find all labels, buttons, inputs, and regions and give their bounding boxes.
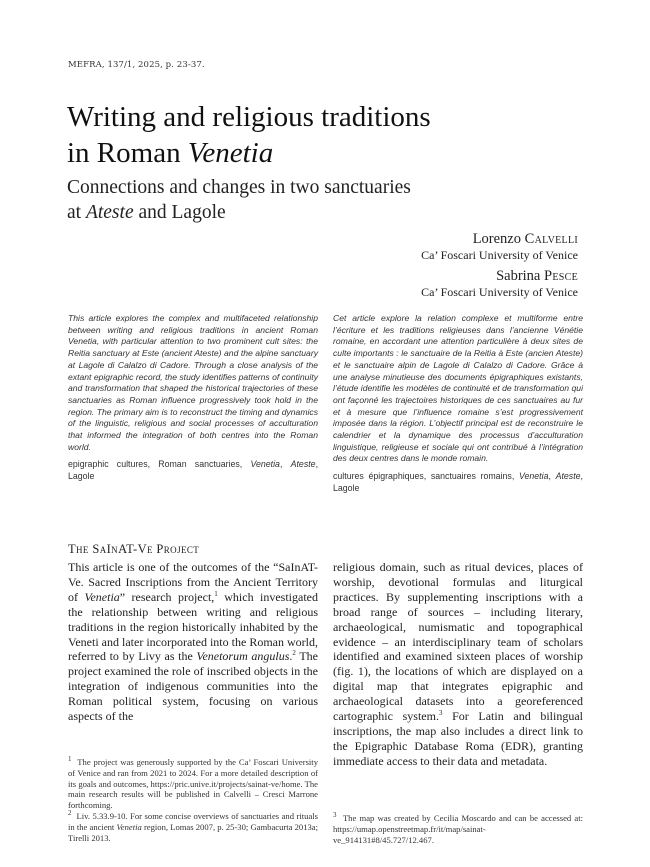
body-text: which investigated the relationship between writing and religious traditions in the region historically inhabited by the Veneti and later incorporated into the Roman world, referred to by Livy as the	[68, 589, 319, 664]
body-italic: Venetorum angulus	[196, 649, 290, 664]
footnotes-left	[68, 757, 318, 843]
body-column-left	[68, 560, 318, 724]
title-text: in Roman	[67, 137, 188, 169]
footnote-number: 2	[68, 809, 72, 818]
abstract-french-text: Cet article explore la relation complexe et multiforme entre l’écriture et les traditions religieuses dans l’ancienne Vénétie romaine, en accordant une attention particulière à deux sites de culte importants : le sanctuaire de la Reitia à Este (ancien Ateste) et le sanctuaire alpin de Lagole di Calalzo di Cadore. Grâce à une analyse minutieuse des documents épigraphiques existants, l’étude identifie les modèles de continuité et de transformation qui ont façonné les trajectoires historiques de ces sanctuaires au fur et à mesure que l’influence romaine s’est progressivement imposée dans la région. L’objectif principal est de reconstruire le calendrier et la dynamique des processus d’acculturation linguistique, religieuse et sociale qui ont contribué à l’intégration des deux centres dans le monde romain.	[333, 313, 583, 464]
abstract-english-text: This article explores the complex and multifaceted relationship between writing and religious traditions in ancient Roman Venetia, with particular attention to two prominent cult sites: the Reitia sanctuary at Este (ancient Ateste) and the alpine sanctuary at Lagole di Calalzo di Cadore. Through a close analysis of the extant epigraphic record, the study identifies patterns of continuity and transformation that shaped the historical trajectories of these sanctuaries as Roman influence progressively took hold in the region. The primary aim is to reconstruct the timing and dynamics of the linguistic, religious and social processes of acculturation that informed the integration of both centres into the Roman world.	[68, 313, 318, 452]
keyword-italic: Ateste	[555, 471, 581, 482]
body-column-right	[333, 560, 583, 769]
keyword-italic: Ateste	[290, 459, 316, 470]
subtitle-italic: Ateste	[85, 202, 134, 223]
author-last-name: Calvelli	[524, 231, 578, 247]
body-text: This article is one of the outcomes of the “SaInAT-Ve. Sacred Inscriptions from the Ancient Territory of	[68, 560, 318, 604]
keywords-sep: ,	[548, 471, 556, 482]
body-text: ” research project,	[119, 589, 215, 604]
author-first-name: Lorenzo	[472, 231, 521, 247]
keywords-text: epigraphic cultures, Roman sanctuaries,	[68, 459, 251, 470]
footnote-1	[68, 757, 318, 811]
subtitle-text: at	[67, 202, 86, 223]
keywords-text: cultures épigraphiques, sanctuaires romains,	[333, 471, 519, 482]
section-heading: The SaInAT-Ve Project	[68, 542, 200, 556]
footnote-text: Liv. 5.33.9-10. For some concise overviews of sanctuaries and rituals in the ancient	[68, 810, 318, 832]
footnote-ref[interactable]: 1	[214, 589, 218, 598]
footnotes-right	[333, 813, 583, 845]
keywords-english	[68, 458, 318, 482]
subtitle-line-1: Connections and changes in two sanctuaries	[67, 177, 411, 198]
author-affiliation: Ca’ Foscari University of Venice	[421, 248, 578, 262]
footnote-3	[333, 813, 583, 845]
footnote-italic: Venetia	[116, 821, 142, 832]
footnote-text: The project was generously supported by the Ca’ Foscari University of Venice and ran from 2021 to 2024. For a more detailed description of its goals and outcomes, https://pric.unive.it/projects/sainat-ve/home. The main research results will be published in Calvelli – Cresci Marrone forthcoming.	[68, 757, 318, 811]
article-subtitle	[67, 175, 587, 225]
author-last-name: Pesce	[543, 268, 578, 284]
journal-reference: MEFRA, 137/1, 2025, p. 23-37.	[68, 60, 205, 70]
subtitle-line-2	[67, 200, 587, 225]
footnote-2	[68, 811, 318, 843]
footnote-text: region, Lomas 2007, p. 25-30; Gambacurta 2013a; Tirelli 2013.	[68, 821, 318, 843]
title-line-1: Writing and religious traditions	[67, 101, 431, 133]
body-text: The project examined the role of inscribed objects in the integration of indigenous communities into the Roman political system, focusing on various aspects of the	[68, 649, 318, 724]
keyword-italic: Venetia	[250, 459, 280, 470]
body-text: .	[289, 649, 293, 664]
body-italic: Venetia	[84, 589, 120, 604]
keyword-italic: Venetia	[518, 471, 549, 482]
footnote-number: 1	[68, 755, 72, 764]
body-text: religious domain, such as ritual devices, places of worship, devotional formulas and liturgical practices. By supplementing inscriptions with a broad range of sources – including literary, archaeological, numismatic and topographical evidence – an interdisciplinary team of scholars identified and examined sixteen places of worship (fig. 1), the locations of which are displayed on a digital map that integrates epigraphic and archaeological datasets into a georeferenced cartographic system.	[333, 560, 583, 724]
article-title	[67, 99, 587, 171]
footnote-ref[interactable]: 2	[292, 649, 296, 658]
abstract-french	[333, 313, 583, 494]
title-italic: Venetia	[187, 137, 274, 169]
author-first-name: Sabrina	[496, 268, 541, 284]
keywords-text-end: , Lagole	[333, 471, 583, 494]
footnote-number: 3	[333, 811, 337, 820]
footnote-ref[interactable]: 3	[438, 709, 443, 718]
subtitle-text-end: and Lagole	[133, 202, 226, 223]
footnote-text: The map was created by Cecilia Moscardo and can be accessed at: https://umap.openstreetmap.fr/it/map/sainat-ve_914131#8/45.727/12.467.	[333, 813, 583, 845]
body-text: For Latin and bilingual inscriptions, the map also includes a direct link to the Epigraphic Database Roma (EDR), granting immediate access to their data and metadata.	[333, 709, 583, 768]
abstract-english	[68, 313, 318, 482]
title-line-2	[67, 135, 587, 171]
keywords-sep: ,	[279, 459, 291, 470]
author-2	[421, 268, 578, 300]
keywords-text-end: , Lagole	[68, 459, 319, 482]
keywords-french	[333, 470, 583, 494]
author-affiliation: Ca’ Foscari University of Venice	[421, 285, 578, 299]
author-1	[421, 231, 578, 263]
